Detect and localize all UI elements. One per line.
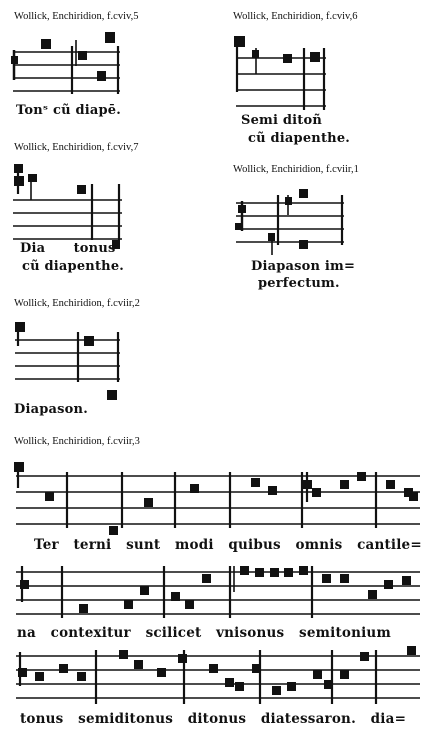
note bbox=[368, 590, 377, 599]
note bbox=[268, 486, 277, 495]
note bbox=[109, 526, 118, 535]
example-3-text-line: Dia tonus bbox=[20, 241, 116, 256]
note bbox=[79, 604, 88, 613]
example-4-caption: Wollick, Enchiridion, f.cviir,1 bbox=[233, 164, 359, 175]
note bbox=[312, 488, 321, 497]
example-1-text-line: Tonˢ cũ diapē. bbox=[16, 103, 121, 118]
note bbox=[384, 580, 393, 589]
note bbox=[190, 484, 199, 493]
note bbox=[324, 680, 333, 689]
note bbox=[402, 576, 411, 585]
note bbox=[157, 668, 166, 677]
note bbox=[357, 472, 366, 481]
note bbox=[105, 32, 115, 43]
example-6-text-line: tonus semiditonus ditonus diatessaron. dia= bbox=[20, 711, 407, 727]
example-1-staff bbox=[10, 28, 125, 98]
example-3-caption: Wollick, Enchiridion, f.cviv,7 bbox=[14, 142, 139, 153]
example-4-staff bbox=[232, 185, 350, 260]
example-5-staff bbox=[12, 320, 124, 405]
note bbox=[209, 664, 218, 673]
note bbox=[360, 652, 369, 661]
example-5-text-line: Diapason. bbox=[14, 402, 88, 417]
note bbox=[299, 566, 308, 575]
note bbox=[202, 574, 211, 583]
note bbox=[77, 185, 86, 194]
note bbox=[225, 678, 234, 687]
note bbox=[107, 390, 117, 400]
note bbox=[78, 51, 87, 60]
note bbox=[255, 568, 264, 577]
example-3-text-line: cũ diapenthe. bbox=[22, 259, 125, 274]
example-2-text-line: cũ diapenthe. bbox=[248, 131, 351, 146]
note bbox=[144, 498, 153, 507]
note bbox=[252, 664, 261, 673]
note bbox=[284, 568, 293, 577]
note bbox=[41, 39, 51, 49]
note bbox=[84, 336, 94, 346]
example-3-staff bbox=[10, 160, 125, 240]
note bbox=[171, 592, 180, 601]
note bbox=[299, 189, 308, 198]
note bbox=[35, 672, 44, 681]
note bbox=[59, 664, 68, 673]
note bbox=[97, 71, 106, 81]
note bbox=[119, 650, 128, 659]
note bbox=[340, 670, 349, 679]
note bbox=[124, 600, 133, 609]
note bbox=[251, 478, 260, 487]
note bbox=[313, 670, 322, 679]
example-6-staff-1 bbox=[12, 458, 422, 538]
example-6-staff-2 bbox=[12, 562, 422, 627]
note bbox=[340, 480, 349, 489]
note bbox=[140, 586, 149, 595]
note bbox=[272, 686, 281, 695]
note bbox=[45, 492, 54, 501]
example-2-caption: Wollick, Enchiridion, f.cviv,6 bbox=[233, 11, 358, 22]
example-6-caption: Wollick, Enchiridion, f.cviir,3 bbox=[14, 436, 140, 447]
note bbox=[270, 568, 279, 577]
example-2-text-line: Semi ditoñ bbox=[241, 113, 323, 128]
example-4-text-line: Diapason im= bbox=[251, 259, 356, 274]
example-2-staff bbox=[232, 30, 332, 110]
note bbox=[283, 54, 292, 63]
example-6-text-line: Ter terni sunt modi quibus omnis cantile= bbox=[34, 537, 422, 553]
note bbox=[310, 52, 320, 62]
note bbox=[407, 646, 416, 655]
note bbox=[299, 240, 308, 249]
note bbox=[322, 574, 331, 583]
example-1-caption: Wollick, Enchiridion, f.cviv,5 bbox=[14, 11, 139, 22]
example-4-text-line: perfectum. bbox=[258, 276, 340, 291]
note bbox=[386, 480, 395, 489]
note bbox=[235, 682, 244, 691]
note bbox=[340, 574, 349, 583]
example-6-staff-3 bbox=[12, 642, 422, 712]
note bbox=[287, 682, 296, 691]
note bbox=[409, 492, 418, 501]
note bbox=[134, 660, 143, 669]
note bbox=[178, 654, 187, 663]
note bbox=[185, 600, 194, 609]
note bbox=[77, 672, 86, 681]
example-5-caption: Wollick, Enchiridion, f.cviir,2 bbox=[14, 298, 140, 309]
example-6-text-line: na contexitur scilicet vnisonus semitonium bbox=[17, 625, 391, 641]
